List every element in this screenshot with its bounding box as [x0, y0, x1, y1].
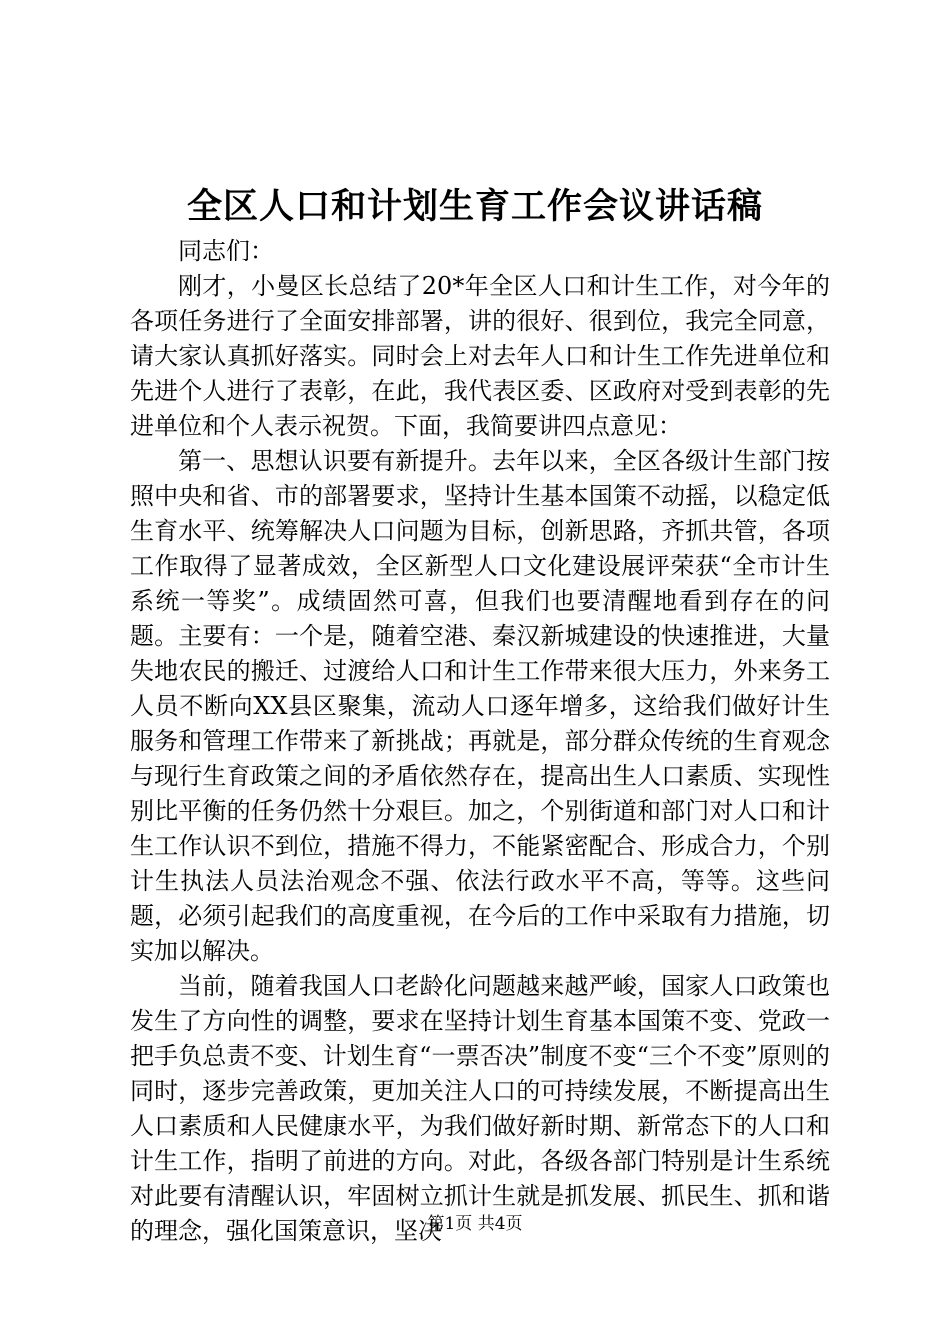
document-title: 全区人口和计划生育工作会议讲话稿: [186, 186, 763, 227]
paragraph-2: 第一、思想认识要有新提升。去年以来，全区各级计生部门按照中央和省、市的部署要求，坚持计生基本国策不动摇，以稳定低生育水平、统筹解决人口问题为目标，创新思路，齐抓共管，各项工作取得了显著成效，全区新型人口文化建设展评荣获“全市计生系统一等奖”。成绩固然可喜，但我们也要清醒地看到存在的问题。主要有：一个是，随着空港、秦汉新城建设的快速推进，大量失地农民的搬迁、过渡给人口和计生工作带来很大压力，外来务工人员不断向XX县区聚集，流动人口逐年增多，这给我们做好计生服务和管理工作带来了新挑战；再就是，部分群众传统的生育观念与现行生育政策之间的矛盾依然存在，提高出生人口素质、实现性别比平衡的任务仍然十分艰巨。加之，个别街道和部门对人口和计生工作认识不到位，措施不得力，不能紧密配合、形成合力，个别计生执法人员法治观念不强、依法行政水平不高，等等。这些问题，必须引起我们的高度重视，在今后的工作中采取有力措施，切实加以解决。: [130, 447, 830, 965]
salutation: 同志们：: [178, 237, 274, 265]
document-body: [130, 234, 830, 1249]
page-number-footer: 第1页 共4页: [427, 1214, 523, 1234]
paragraph-3: 当前，随着我国人口老龄化问题越来越严峻，国家人口政策也发生了方向性的调整，要求在坚持计划生育基本国策不变、党政一把手负总责不变、计划生育“一票否决”制度不变“三个不变”原则的同时，逐步完善政策，更加关注人口的可持续发展，不断提高出生人口素质和人民健康水平，为我们做好新时期、新常态下的人口和计生工作，指明了前进的方向。对此，各级各部门特别是计生系统对此要有清醒认识，牢固树立抓计生就是抓发展、抓民生、抓和谐的理念，强化国策意识，坚决: [130, 972, 830, 1245]
paragraph-1: 刚才，小曼区长总结了20*年全区人口和计生工作，对今年的各项任务进行了全面安排部署，讲的很好、很到位，我完全同意，请大家认真抓好落实。同时会上对去年人口和计生工作先进单位和先进个人进行了表彰，在此，我代表区委、区政府对受到表彰的先进单位和个人表示祝贺。下面，我简要讲四点意见：: [130, 272, 830, 440]
